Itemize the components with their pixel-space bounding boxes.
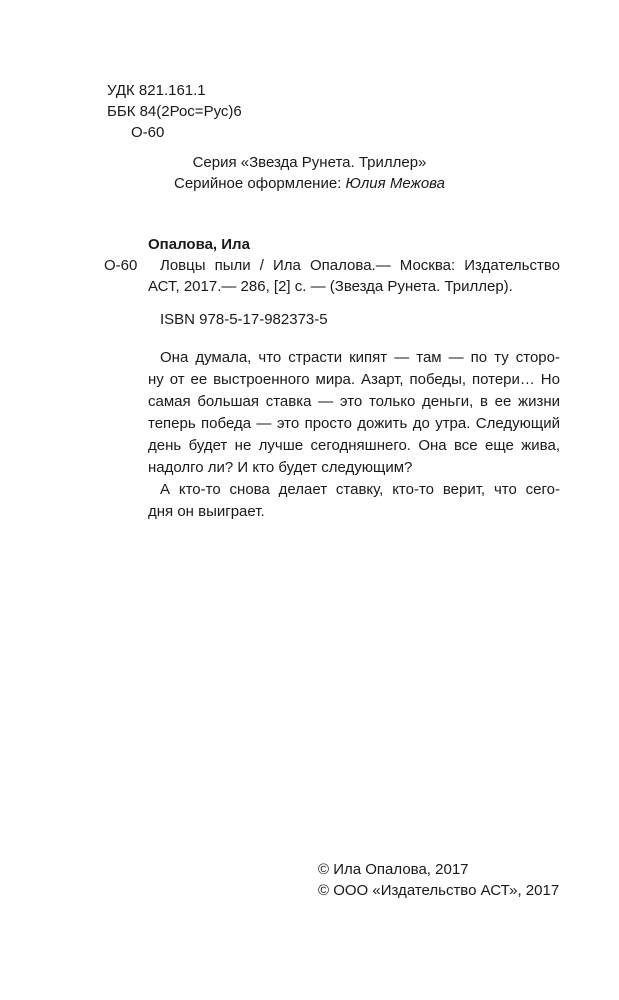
copyright-author: © Ила Опалова, 2017 xyxy=(318,861,469,878)
annotation-line: день будет не лучше сегодняшнего. Она все еще жива, xyxy=(148,437,560,454)
annotation-line: теперь победа — это просто дожить до утра. Следующий xyxy=(148,415,560,432)
author-heading: Опалова, Ила xyxy=(148,236,250,253)
annotation-line: надолго ли? И кто будет следующим? xyxy=(148,459,413,476)
bbk-code: ББК 84(2Рос=Рус)6 xyxy=(107,103,242,120)
design-credit xyxy=(0,173,619,195)
copyright-publisher: © ООО «Издательство АСТ», 2017 xyxy=(318,882,560,899)
author-mark: О-60 xyxy=(131,124,165,141)
design-label: Серийное оформление: xyxy=(173,175,346,192)
bibliographic-line-1: Ловцы пыли / Ила Опалова.— Москва: Издательство xyxy=(160,257,560,274)
annotation-line: А кто-то снова делает ставку, кто-то верит, что сего- xyxy=(160,481,560,498)
annotation-line: дня он выиграет. xyxy=(148,503,265,520)
annotation-line: самая большая ставка — это только деньги, в ее жизни xyxy=(148,393,560,410)
annotation-line: ну от ее выстроенного мира. Азарт, победы, потери… Но xyxy=(148,371,560,388)
series-line: Серия «Звезда Рунета. Триллер» xyxy=(192,154,427,171)
designer-name: Юлия Межова xyxy=(345,175,446,192)
udk-code: УДК 821.161.1 xyxy=(107,82,206,99)
isbn: ISBN 978-5-17-982373-5 xyxy=(160,311,328,328)
entry-author-mark: О-60 xyxy=(104,257,138,274)
annotation-line: Она думала, что страсти кипят — там — по ту сторо- xyxy=(160,349,560,366)
bibliographic-line-2: АСТ, 2017.— 286, [2] с. — (Звезда Рунета. Триллер). xyxy=(148,278,513,295)
annotation xyxy=(148,347,560,523)
